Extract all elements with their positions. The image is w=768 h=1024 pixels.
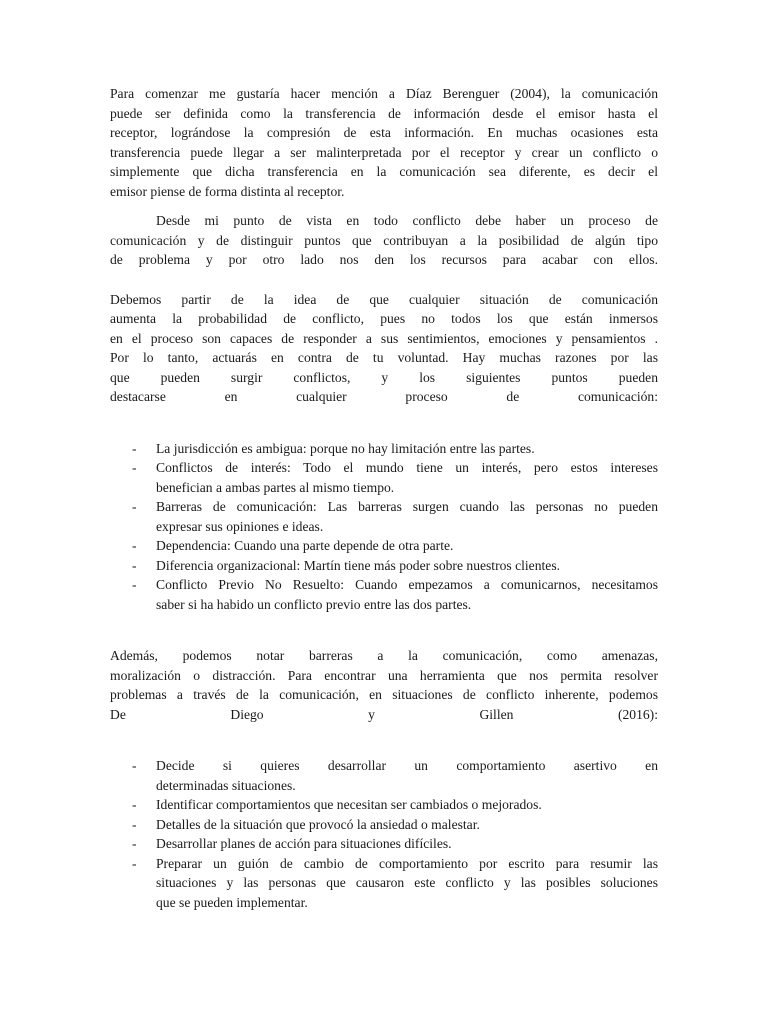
text-line: saber si ha habido un conflicto previo entre las dos partes. bbox=[156, 596, 472, 612]
text-line: moralización o distracción. Para encontrar una herramienta que nos permita resolver bbox=[110, 667, 658, 683]
text-line: simplemente que dicha transferencia en la comunicación sea diferente, es decir el bbox=[110, 164, 658, 179]
list-item bbox=[110, 834, 658, 854]
list-item bbox=[110, 575, 658, 614]
list-bullet: - bbox=[132, 816, 137, 832]
list-item bbox=[110, 854, 658, 913]
text-line: destacarse en cualquier proceso de comunicación: bbox=[110, 389, 658, 404]
text-line: Detalles de la situación que provocó la ansiedad o malestar. bbox=[156, 816, 480, 832]
list-item bbox=[110, 795, 658, 815]
text-line: Además, podemos notar barreras a la comunicación, como amenazas, bbox=[110, 648, 658, 663]
list-bullet: - bbox=[132, 758, 137, 773]
text-line: en el proceso son capaces de responder a sus sentimientos, emociones y pensamientos . bbox=[110, 330, 658, 346]
text-line: Decide si quieres desarrollar un comportamiento asertivo en bbox=[156, 758, 658, 773]
list-item bbox=[110, 815, 658, 835]
text-line: transferencia puede llegar a ser malinterpretada por el receptor y crear un conflicto o bbox=[110, 144, 658, 160]
text-line: comunicación y de distinguir puntos que contribuyan a la posibilidad de algún tipo bbox=[110, 232, 658, 248]
list-item bbox=[110, 556, 658, 576]
text-line: De Diego y Gillen (2016): bbox=[110, 706, 658, 722]
text-line: que pueden surgir conflictos, y los siguientes puntos pueden bbox=[110, 369, 658, 385]
list-item bbox=[110, 458, 658, 497]
text-line: Desarrollar planes de acción para situaciones difíciles. bbox=[156, 836, 452, 851]
list-item bbox=[110, 536, 658, 556]
list-item bbox=[110, 439, 658, 459]
list-bullet: - bbox=[132, 499, 137, 514]
text-line: Conflictos de interés: Todo el mundo tiene un interés, pero estos intereses bbox=[156, 460, 658, 475]
text-line: Identificar comportamientos que necesitan ser cambiados o mejorados. bbox=[156, 797, 542, 812]
text-line: Barreras de comunicación: Las barreras surgen cuando las personas no pueden bbox=[156, 499, 658, 514]
document-page bbox=[110, 84, 658, 912]
text-line: Diferencia organizacional: Martín tiene más poder sobre nuestros clientes. bbox=[156, 557, 561, 573]
text-line: receptor, lográndose la compresión de esta información. En muchas ocasiones esta bbox=[110, 125, 658, 140]
list-bullet: - bbox=[132, 440, 137, 456]
list-bullet: - bbox=[132, 460, 137, 475]
list-bullet: - bbox=[132, 797, 137, 812]
conflict-causes-list bbox=[110, 439, 658, 615]
list-bullet: - bbox=[132, 855, 137, 871]
text-line: puede ser definida como la transferencia de información desde el emisor hasta el bbox=[110, 105, 658, 121]
list-bullet: - bbox=[132, 557, 137, 573]
text-line: problemas a través de la comunicación, en situaciones de conflicto inherente, podemos bbox=[110, 687, 658, 702]
paragraph-intro bbox=[110, 84, 658, 201]
text-line: determinadas situaciones. bbox=[156, 777, 296, 793]
text-line: de problema y por otro lado nos den los recursos para acabar con ellos. bbox=[110, 252, 658, 267]
list-bullet: - bbox=[132, 577, 137, 592]
text-line: benefician a ambas partes al mismo tiempo. bbox=[156, 479, 395, 495]
text-line: Debemos partir de la idea de que cualquier situación de comunicación bbox=[110, 291, 658, 307]
text-line: expresar sus opiniones e ideas. bbox=[156, 518, 324, 534]
text-line: Dependencia: Cuando una parte depende de otra parte. bbox=[156, 538, 454, 553]
text-line: emisor piense de forma distinta al receptor. bbox=[110, 183, 345, 199]
list-item bbox=[110, 497, 658, 536]
text-line: aumenta la probabilidad de conflicto, pues no todos los que están inmersos bbox=[110, 311, 658, 326]
text-line: situaciones y las personas que causaron este conflicto y las posibles soluciones bbox=[156, 875, 658, 890]
text-line: Por lo tanto, actuarás en contra de tu voluntad. Hay muchas razones por las bbox=[110, 350, 658, 365]
list-item bbox=[110, 756, 658, 795]
paragraph-conflict-reasons bbox=[110, 290, 658, 407]
list-bullet: - bbox=[132, 836, 137, 851]
paragraph-barriers bbox=[110, 646, 658, 724]
text-line: Para comenzar me gustaría hacer mención a Díaz Berenguer (2004), la comunicación bbox=[110, 86, 658, 101]
text-line: Desde mi punto de vista en todo conflicto debe haber un proceso de bbox=[156, 213, 658, 228]
text-line: Conflicto Previo No Resuelto: Cuando empezamos a comunicarnos, necesitamos bbox=[156, 577, 658, 592]
text-line: La jurisdicción es ambigua: porque no hay limitación entre las partes. bbox=[156, 440, 535, 456]
text-line: Preparar un guión de cambio de comportamiento por escrito para resumir las bbox=[156, 855, 658, 871]
assertive-steps-list bbox=[110, 756, 658, 912]
paragraph-point-of-view bbox=[110, 211, 658, 270]
list-bullet: - bbox=[132, 538, 137, 553]
text-line: que se pueden implementar. bbox=[156, 894, 308, 910]
